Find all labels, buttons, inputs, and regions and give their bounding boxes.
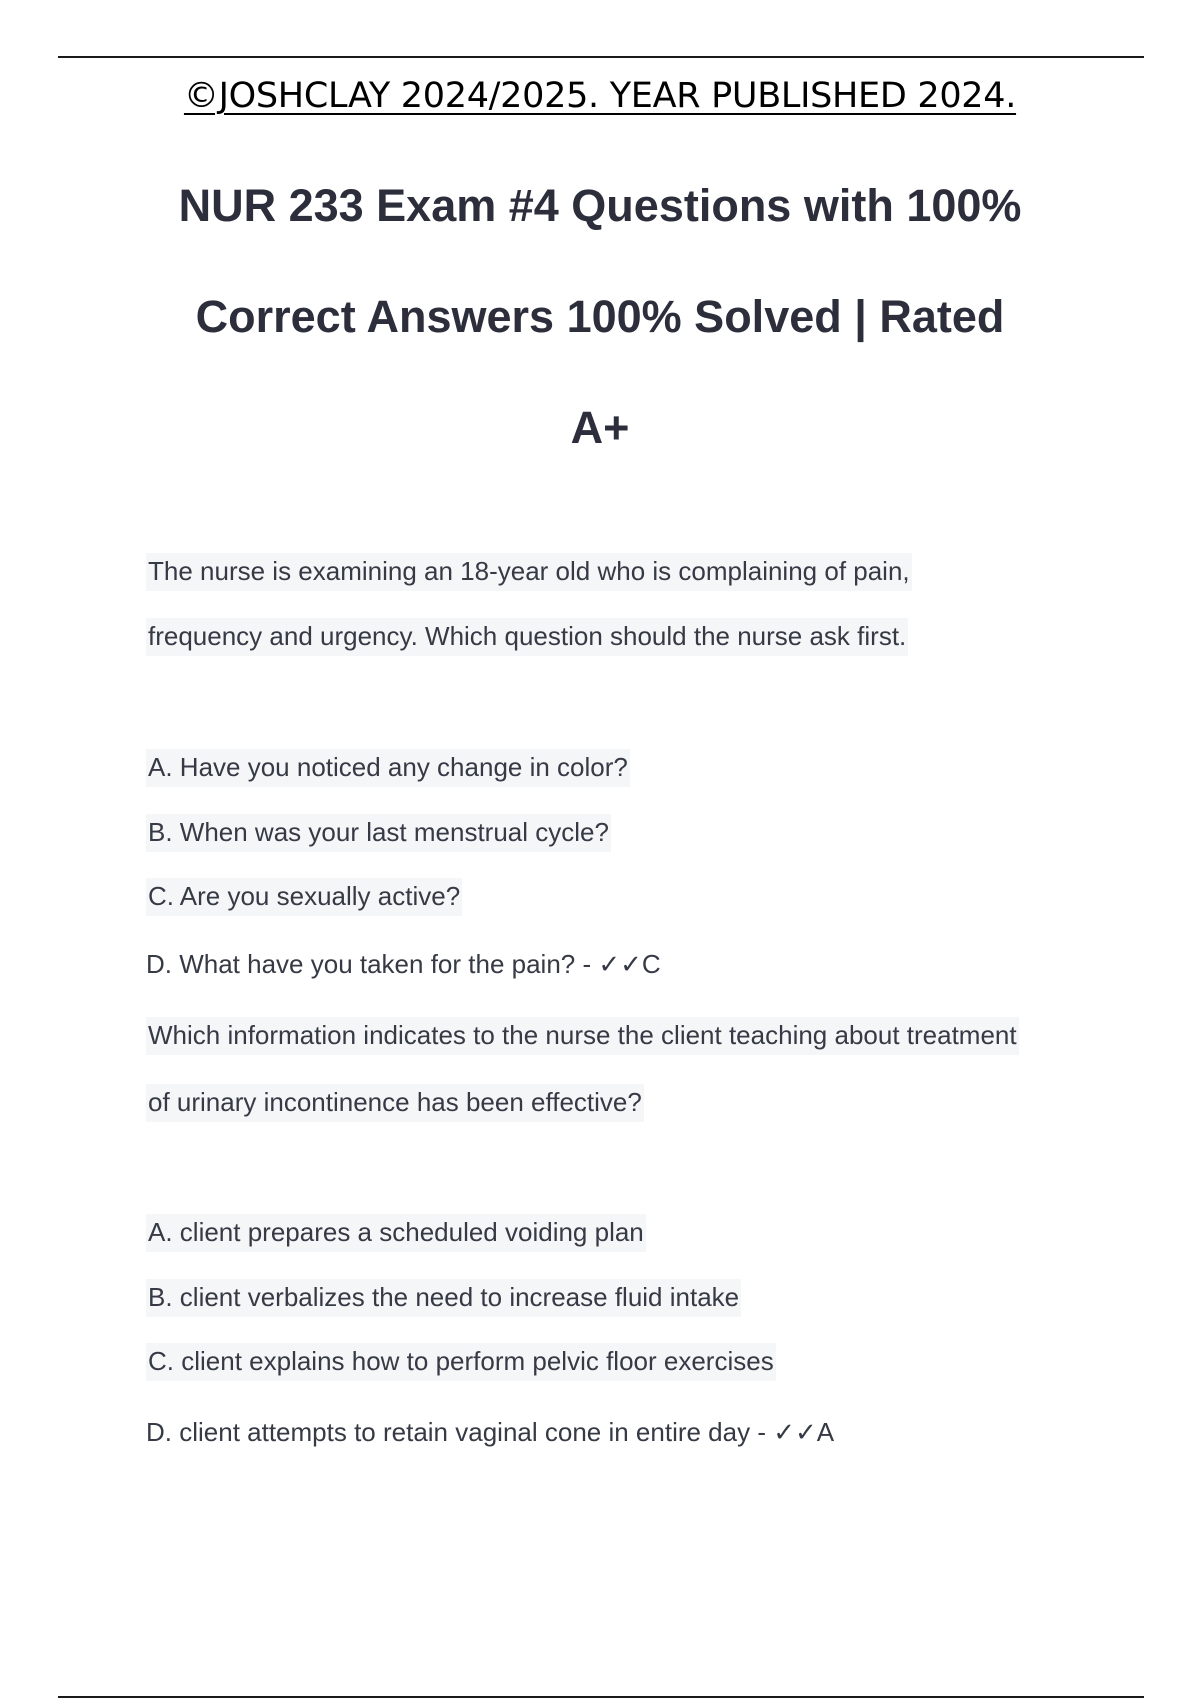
- question-2-options: [146, 1217, 1126, 1448]
- question-1-option-c: C. Are you sexually active?: [146, 878, 462, 916]
- question-1-option-d-answer: D. What have you taken for the pain? - ✓✓C: [146, 949, 661, 979]
- question-1-stem-line-1: The nurse is examining an 18-year old who is complaining of pain,: [146, 553, 912, 591]
- copyright-text: ©JOSHCLAY 2024/2025. YEAR PUBLISHED 2024.: [183, 76, 1017, 116]
- document-title: [100, 150, 1100, 483]
- question-2-option-b: B. client verbalizes the need to increase fluid intake: [146, 1279, 741, 1317]
- question-2-option-c: C. client explains how to perform pelvic floor exercises: [146, 1343, 776, 1381]
- bottom-rule: [58, 1696, 1144, 1698]
- top-rule: [58, 56, 1144, 58]
- copyright-header: [0, 76, 1200, 116]
- question-1-stem-line-2: frequency and urgency. Which question should the nurse ask first.: [146, 618, 908, 656]
- question-2-option-d-answer: D. client attempts to retain vaginal cone in entire day - ✓✓A: [146, 1417, 835, 1447]
- question-2-option-a: A. client prepares a scheduled voiding plan: [146, 1214, 646, 1252]
- question-2-stem-line-2: of urinary incontinence has been effective?: [146, 1084, 644, 1122]
- title-line-1: NUR 233 Exam #4 Questions with 100%: [178, 180, 1022, 231]
- question-1-stem: [146, 556, 1126, 652]
- title-line-2: Correct Answers 100% Solved | Rated: [195, 291, 1005, 342]
- question-1-options: [146, 752, 1126, 980]
- question-1-option-b: B. When was your last menstrual cycle?: [146, 814, 611, 852]
- question-1-option-a: A. Have you noticed any change in color?: [146, 749, 630, 787]
- title-line-3: A+: [570, 402, 630, 453]
- question-2-stem-line-1: Which information indicates to the nurse the client teaching about treatment: [146, 1017, 1019, 1055]
- question-2-stem: [146, 1020, 1126, 1118]
